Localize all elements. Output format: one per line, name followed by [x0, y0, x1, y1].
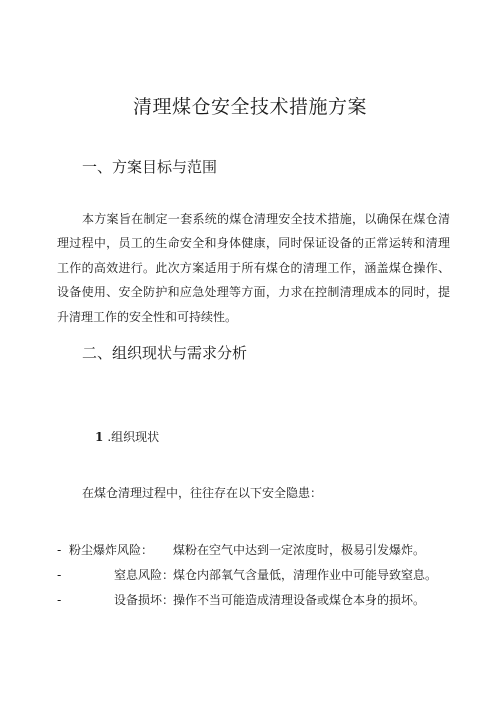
risk-label: 粉尘爆炸风险： [69, 543, 154, 557]
section-heading-analysis: 二、组织现状与需求分析 [82, 344, 248, 362]
risk-intro-text: 在煤仓清理过程中，往往存在以下安全隐患： [82, 486, 323, 500]
risk-description: 煤仓内部氧气含量低，清理作业中可能导致窒息。 [173, 568, 438, 582]
risk-description: 煤粉在空气中达到一定浓度时，极易引发爆炸。 [173, 543, 426, 557]
risk-label: 设备损坏： [114, 593, 175, 607]
document-title: 清理煤仓安全技术措施方案 [132, 96, 367, 118]
section-paragraph-goals: 本方案旨在制定一套系统的煤仓清理安全技术措施，以确保在煤仓清理过程中，员工的生命安全和身体健康，同时保证设备的正常运转和清理工作的高效进行。此次方案适用于所有煤仓的清理工作，涵盖煤仓操作、设备使用、安全防护和应急处理等方面，力求在控制清理成本的同时，提升清理工作的安全性和可持续性。 [57, 212, 450, 324]
list-dash: - [57, 543, 62, 557]
subsection-number: 1 [95, 430, 104, 444]
subsection-title: .组织现状 [107, 430, 160, 444]
risk-description: 操作不当可能造成清理设备或煤仓本身的损坏。 [173, 593, 426, 607]
section-heading-goals: 一、方案目标与范围 [82, 158, 218, 176]
risk-label: 窒息风险： [114, 568, 175, 582]
list-dash: - [57, 568, 62, 582]
list-dash: - [57, 593, 62, 607]
subsection-heading-status [95, 429, 159, 445]
